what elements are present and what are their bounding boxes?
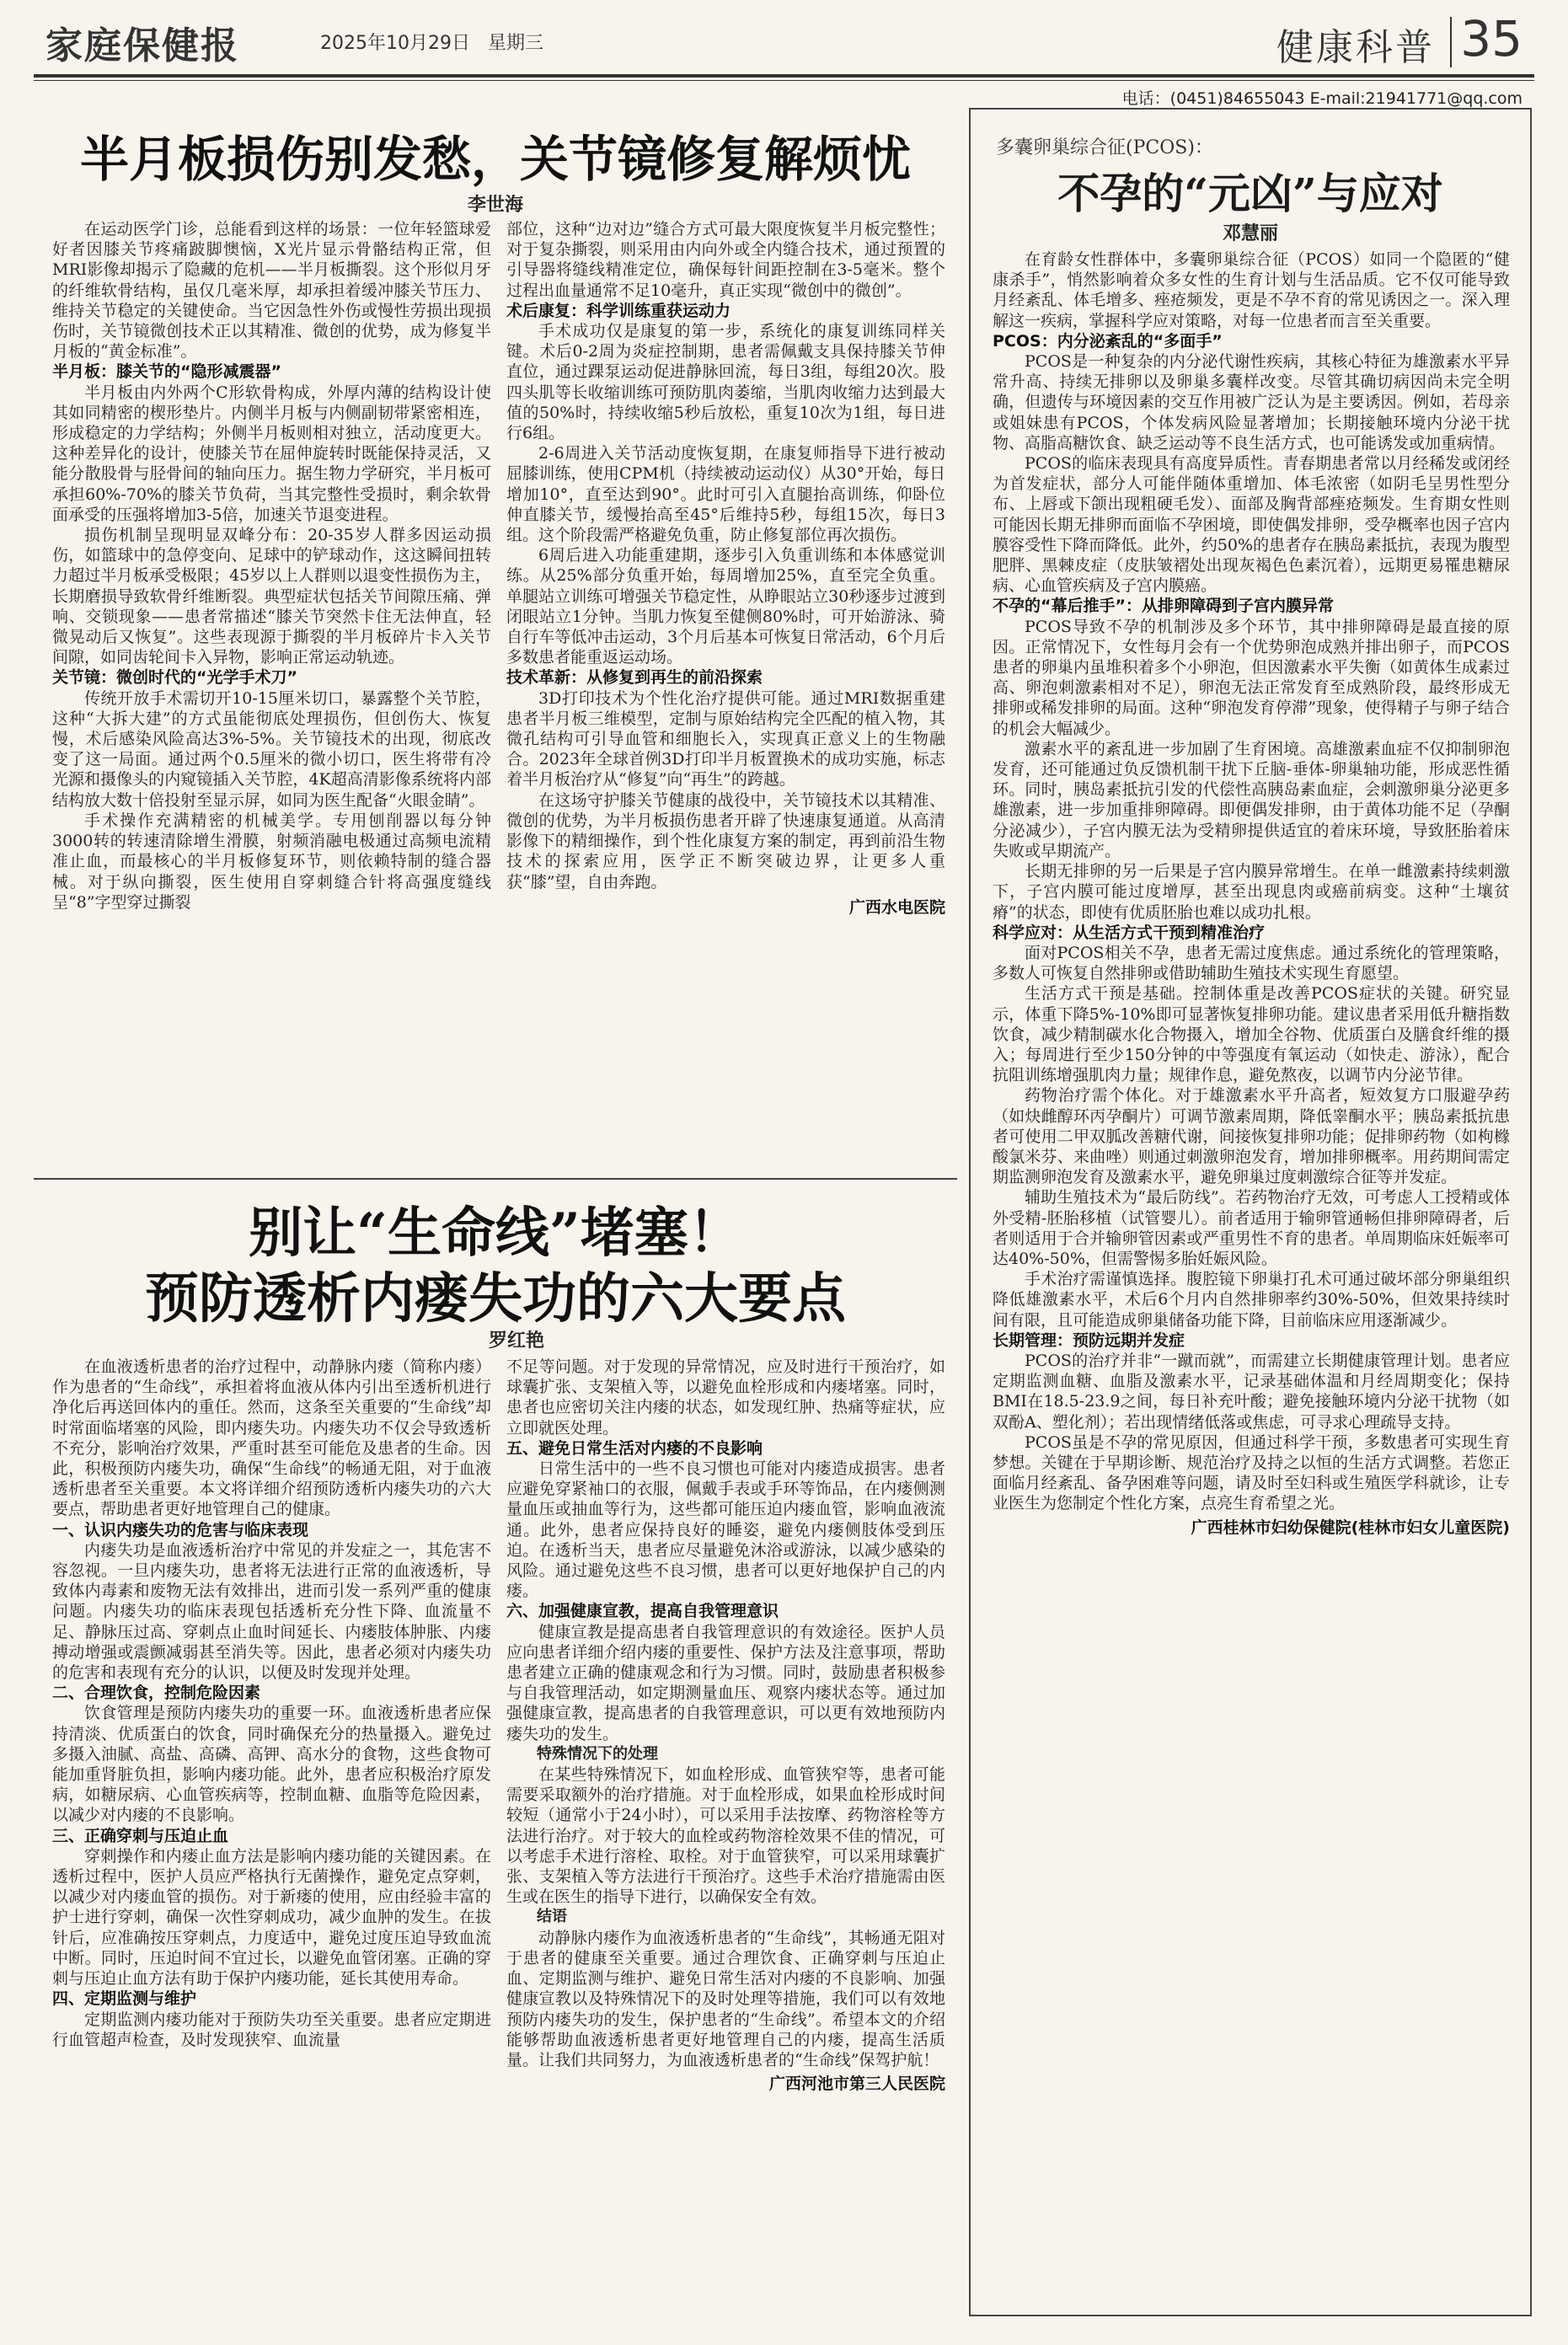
article-title-line2: 预防透析内瘘失功的六大要点 [145, 1267, 846, 1330]
article-column [52, 219, 491, 1168]
body-paragraph: 2-6周进入关节活动度恢复期，在康复师指导下进行被动屈膝训练，使用CPM机（持续被动运动仪）从30°开始，每日增加10°，直至达到90°。此时可引入直腿抬高训练，仰卧位伸直膝关节，缓慢抬高至45°后维持5秒，每组15次，每日3组。这个阶段需严格避免负重，防止修复部位再次损伤。 [506, 444, 945, 545]
body-paragraph: 手术操作充满精密的机械美学。专用刨削器以每分钟3000转的转速清除增生滑膜，射频消融电极通过高频电流精准止血，而最核心的半月板修复环节，则依赖特制的缝合器械。对于纵向撕裂，医生使用自穿刺缝合针将高强度缝线呈“8”字型穿过撕裂 [52, 811, 491, 912]
body-paragraph: 损伤机制呈现明显双峰分布：20-35岁人群多因运动损伤，如篮球中的急停变向、足球中的铲球动作，这这瞬间扭转力超过半月板承受极限；45岁以上人群则以退变性损伤为主，长期磨损导致软骨纤维断裂。典型症状包括关节间隙压痛、弹响、交锁现象——患者常描述“膝关节突然卡住无法伸直，轻微晃动后又恢复”。这些表现源于撕裂的半月板碎片卡入关节间隙，如同齿轮间卡入异物，影响正常运动轨迹。 [52, 526, 491, 667]
body-paragraph: 日常生活中的一些不良习惯也可能对内瘘造成损害。患者应避免穿紧袖口的衣服，佩戴手表或手环等饰品，在内瘘侧测量血压或抽血等行为，这些都可能压迫内瘘血管，影响血液流通。此外，患者应保持良好的睡姿，避免内瘘侧肢体受到压迫。在透析当天，患者应尽量避免沐浴或游泳，以减少感染的风险。通过避免这些不良习惯，患者可以更好地保护自己的内瘘。 [506, 1459, 945, 1601]
body-paragraph: 穿刺操作和内瘘止血方法是影响内瘘功能的关键因素。在透析过程中，医护人员应严格执行无菌操作，避免定点穿刺，以减少对内瘘血管的损伤。对于新瘘的使用，应由经验丰富的护士进行穿刺，确保一次性穿刺成功，减少血肿的发生。在拔针后，应准确按压穿刺点，力度适中，避免过度压迫导致血流中断。同时，压迫时间不宜过长，以避免血管闭塞。正确的穿刺与压迫止血方法有助于保护内瘘功能，延长其使用寿命。 [52, 1846, 491, 1989]
paper-name: 家庭保健报 [45, 24, 239, 67]
weekday-text: 星期三 [487, 33, 543, 54]
article-kicker: 多囊卵巢综合征(PCOS)： [996, 137, 1213, 158]
section-heading: 三、正确穿刺与压迫止血 [52, 1826, 229, 1845]
body-paragraph: 在运动医学门诊，总能看到这样的场景：一位年轻篮球爱好者因膝关节疼痛跛脚懊恼，X光片显示骨骼结构正常，但MRI影像却揭示了隐藏的危机——半月板撕裂。这个形似月牙的纤维软骨结构，虽仅几毫米厚，却承担着缓冲膝关节压力、维持关节稳定的关键使命。当它因急性外伤或慢性劳损出现损伤时，关节镜微创技术正以其精准、微创的优势，成为修复半月板的“黄金标准”。 [52, 220, 491, 361]
article-column [506, 1357, 945, 2313]
issue-date [320, 29, 555, 55]
section-heading: 半月板：膝关节的“隐形减震器” [52, 362, 281, 382]
body-paragraph: 传统开放手术需切开10-15厘米切口，暴露整个关节腔，这种“大拆大建”的方式虽能彻底处理损伤，但创伤大、恢复慢，术后感染风险高达3%-5%。关节镜技术的出现，彻底改变了这一局面。通过两个0.5厘米的微小切口，医生将带有冷光源和摄像头的内窥镜插入关节腔，4K超高清影像系统将内部结构放大数十倍投射至显示屏，如同为医生配备“火眼金睛”。 [52, 688, 491, 810]
article-source: 广西桂林市妇幼保健院(桂林市妇女儿童医院) [1191, 1518, 1510, 1537]
body-paragraph: 在某些特殊情况下，如血栓形成、血管狭窄等，患者可能需要采取额外的治疗措施。对于血栓形成，如果血栓形成时间较短（通常小于24小时），可以采用手法按摩、药物溶栓等方法进行治疗。对于较大的血栓或药物溶栓效果不佳的情况，可以考虑手术进行溶栓、取栓。对于血管狭窄，可以采用球囊扩张、支架植入等方法进行干预治疗。这些手术治疗措施需由医生或在医生的指导下进行，以确保安全有效。 [506, 1765, 945, 1907]
article-body [52, 1357, 945, 2313]
section-heading: 一、认识内瘘失功的危害与临床表现 [52, 1520, 309, 1539]
article-author: 罗红艳 [489, 1330, 545, 1352]
section-heading: PCOS：内分泌紊乱的“多面手” [993, 331, 1223, 351]
body-paragraph: 在育龄女性群体中，多囊卵巢综合征（PCOS）如同一个隐匿的“健康杀手”，悄然影响着众多女性的生育计划与生活品质。它不仅可能导致月经紊乱、体毛增多、痤疮频发，更是不孕不育的常见诱因之一。深入理解这一疾病，掌握科学应对策略，对每一位患者而言至关重要。 [993, 250, 1510, 330]
section-heading: 不孕的“幕后推手”：从排卵障碍到子宫内膜异常 [993, 597, 1334, 616]
body-paragraph: 健康宣教是提高患者自我管理意识的有效途径。医护人员应向患者详细介绍内瘘的重要性、保护方法及注意事项，帮助患者建立正确的健康观念和行为习惯。同时，鼓励患者积极参与自我管理活动，如定期测量血压、观察内瘘状态等。通过加强健康宣教，提高患者的自我管理意识，可以更有效地预防内瘘失功的发生。 [506, 1622, 945, 1743]
article-column [506, 219, 945, 1168]
section-heading: 四、定期监测与维护 [52, 1989, 197, 2009]
article-body [52, 219, 945, 1168]
date-text: 2025年10月29日 [320, 33, 470, 54]
section-heading: 五、避免日常生活对内瘘的不良影响 [506, 1438, 763, 1458]
body-paragraph: 动静脉内瘘作为血液透析患者的“生命线”，其畅通无阻对于患者的健康至关重要。通过合理饮食、正确穿刺与压迫止血、定期监测与维护、避免日常生活对内瘘的不良影响、加强健康宣教以及特殊情况下的及时处理等措施，我们可以有效地预防内瘘失功的发生，保护患者的“生命线”。希望本文的介绍能够帮助血液透析患者更好地管理自己的内瘘，提高生活质量。让我们共同努力，为血液透析患者的“生命线”保驾护航！ [506, 1928, 945, 2069]
body-paragraph: 内瘘失功是血液透析治疗中常见的并发症之一，其危害不容忽视。一旦内瘘失功，患者将无法进行正常的血液透析，导致体内毒素和废物无法有效排出，进而引发一系列严重的健康问题。内瘘失功的临床表现包括透析充分性下降、血流量不足、静脉压过高、穿刺点止血时间延长、内瘘肢体肿胀、内瘘搏动增强或震颤减弱甚至消失等。因此，患者必须对内瘘失功的危害和表现有充分的认识，以便及时发现并处理。 [52, 1540, 491, 1683]
section-heading: 科学应对：从生活方式干预到精准治疗 [993, 923, 1266, 942]
article-meniscus [34, 108, 957, 1175]
section-title: 健康科普 [1276, 26, 1435, 69]
article-body [993, 249, 1510, 2303]
section-heading: 术后康复：科学训练重获运动力 [506, 301, 731, 320]
article-separator [34, 1178, 957, 1180]
body-paragraph: 激素水平的紊乱进一步加剧了生育困境。高雄激素血症不仅抑制卵泡发育，还可能通过负反馈机制干扰下丘脑-垂体-卵巢轴功能，形成恶性循环。同时，胰岛素抵抗引发的代偿性高胰岛素血症，会刺激卵巢分泌更多雄激素，进一步加重排卵障碍。即便偶发排卵，由于黄体功能不足（孕酮分泌减少），子宫内膜无法为受精卵提供适宜的着床环境，导致胚胎着床失败或早期流产。 [993, 739, 1510, 860]
body-paragraph: 饮食管理是预防内瘘失功的重要一环。血液透析患者应保持清淡、优质蛋白的饮食，同时确保充分的热量摄入。避免过多摄入油腻、高盐、高磷、高钾、高水分的食物，这些食物可能加重肾脏负担，影响内瘘功能。此外，患者应积极治疗原发病，如糖尿病、心血管疾病等，控制血糖、血脂等危险因素，以减少对内瘘的不良影响。 [52, 1704, 491, 1825]
sub-heading: 特殊情况下的处理 [537, 1744, 658, 1763]
body-paragraph: 定期监测内瘘功能对于预防失功至关重要。患者应定期进行血管超声检查，及时发现狭窄、血流量 [52, 2010, 491, 2049]
body-paragraph: 手术成功仅是康复的第一步，系统化的康复训练同样关键。术后0-2周为炎症控制期，患者需佩戴支具保持膝关节伸直位，通过踝泵运动促进静脉回流，每日3组，每组20次。股四头肌等长收缩训练可预防肌肉萎缩，当肌肉收缩力达到最大值的50%时，持续收缩5秒后放松，重复10次为1组，每日进行6组。 [506, 322, 945, 443]
body-paragraph: 生活方式干预是基础。控制体重是改善PCOS症状的关键。研究显示，体重下降5%-10%即可显著恢复排卵功能。建议患者采用低升糖指数饮食，减少精制碳水化合物摄入，增加全谷物、优质蛋白及膳食纤维的摄入；每周进行至少150分钟的中等强度有氧运动（如快走、游泳），配合抗阻训练增强肌肉力量；规律作息，避免熬夜，以调节内分泌节律。 [993, 984, 1510, 1085]
article-title-line1: 别让“生命线”堵塞！ [249, 1202, 742, 1265]
body-paragraph: 在这场守护膝关节健康的战役中，关节镜技术以其精准、微创的优势，为半月板损伤患者开辟了快速康复通道。从高清影像下的精细操作，到个性化康复方案的制定，再到前沿生物技术的探索应用，医学正不断突破边界，让更多人重获“膝”望，自由奔跑。 [506, 790, 945, 891]
article-column [52, 1357, 491, 2313]
article-title: 不孕的“元凶”与应对 [1057, 169, 1443, 218]
body-paragraph: PCOS虽是不孕的常见原因，但通过科学干预，多数患者可实现生育梦想。关键在于早期诊断、规范治疗及持之以恒的生活方式调整。若您正面临月经紊乱、备孕困难等问题，请及时至妇科或生殖医学科就诊，让专业医生为您制定个性化方案，点亮生育希望之光。 [993, 1432, 1510, 1513]
body-paragraph: 3D打印技术为个性化治疗提供可能。通过MRI数据重建患者半月板三维模型，定制与原始结构完全匹配的植入物，其微孔结构可引导血管和细胞长入，实现真正意义上的生物融合。2023年全球首例3D打印半月板置换术的成功实施，标志着半月板治疗从“修复”向“再生”的跨越。 [506, 688, 945, 790]
body-paragraph: 6周后进入功能重建期，逐步引入负重训练和本体感觉训练。从25%部分负重开始，每周增加25%，直至完全负重。单腿站立训练可增强关节稳定性，从睁眼站立30秒逐步过渡到闭眼站立1分钟。当肌力恢复至健侧80%时，可开始游泳、骑自行车等低冲击运动，3个月后基本可恢复日常活动，6个月后多数患者能重返运动场。 [506, 546, 945, 667]
article-source: 广西水电医院 [848, 897, 945, 917]
section-heading: 六、加强健康宣教，提高自我管理意识 [506, 1602, 779, 1621]
article-author: 李世海 [467, 194, 523, 216]
article-author: 邓慧丽 [1222, 222, 1278, 244]
body-paragraph: 长期无排卵的另一后果是子宫内膜异常增生。在单一雌激素持续刺激下，子宫内膜可能过度增厚，甚至出现息肉或癌前病变。这种“土壤贫瘠”的状态，即使有优质胚胎也难以成功扎根。 [993, 862, 1510, 922]
body-paragraph: PCOS是一种复杂的内分泌代谢性疾病，其核心特征为雄激素水平异常升高、持续无排卵以及卵巢多囊样改变。尽管其确切病因尚未完全明确，但遗传与环境因素的交互作用被广泛认为是主要诱因。例如，若母亲或姐妹患有PCOS，个体发病风险显著增加；长期接触环境内分泌干扰物、高脂高糖饮食、缺乏运动等不良生活方式，也可能诱发或加重病情。 [993, 352, 1510, 452]
article-title: 半月板损伤别发愁，关节镜修复解烦忧 [79, 131, 911, 188]
body-paragraph: PCOS的临床表现具有高度异质性。青春期患者常以月经稀发或闭经为首发症状，部分人可能伴随体重增加、体毛浓密（如阴毛呈男性型分布、上唇或下颌出现粗硬毛发）、面部及胸背部痤疮频发。生育期女性则可能因长期无排卵而面临不孕困境，即使偶发排卵，受孕概率也因子宫内膜容受性下降而降低。此外，约50%的患者存在胰岛素抵抗，表现为腹型肥胖、黑棘皮症（皮肤皱褶处出现灰褐色色素沉着），远期更易罹患糖尿病、心血管疾病及子宫内膜癌。 [993, 454, 1510, 596]
body-paragraph: 辅助生殖技术为“最后防线”。若药物治疗无效，可考虑人工授精或体外受精-胚胎移植（试管婴儿）。前者适用于输卵管通畅但排卵障碍者，后者则适用于合并输卵管因素或严重男性不育的患者。单周期临床妊娠率可达40%-50%，但需警惕多胎妊娠风险。 [993, 1188, 1510, 1268]
masthead-rule-thin [34, 80, 1534, 81]
masthead-divider [1450, 17, 1452, 67]
article-source: 广西河池市第三人民医院 [768, 2075, 945, 2094]
body-paragraph: PCOS导致不孕的机制涉及多个环节，其中排卵障碍是最直接的原因。正常情况下，女性每月会有一个优势卵泡成熟并排出卵子，而PCOS患者的卵巢内虽堆积着多个小卵泡，但因激素水平失衡（如黄体生成素过高、卵泡刺激素相对不足），卵泡无法正常发育至成熟阶段，最终形成无排卵或稀发排卵的局面。这种“卵泡发育停滞”现象，使得精子与卵子结合的机会大幅减少。 [993, 617, 1510, 738]
body-paragraph: 面对PCOS相关不孕，患者无需过度焦虑。通过系统化的管理策略，多数人可恢复自然排卵或借助辅助生殖技术实现生育愿望。 [993, 943, 1510, 983]
article-dialysis [34, 1183, 957, 2316]
contact-info: 电话：(0451)84655043 E-mail:21941771@qq.com [1121, 89, 1523, 108]
section-heading: 关节镜：微创时代的“光学手术刀” [52, 668, 297, 688]
section-heading: 长期管理：预防远期并发症 [993, 1330, 1185, 1350]
article-pcos-box [969, 108, 1532, 2316]
sub-heading: 结语 [537, 1908, 567, 1926]
article-column [993, 249, 1510, 2303]
body-paragraph: PCOS的治疗并非“一蹴而就”，而需建立长期健康管理计划。患者应定期监测血糖、血脂及激素水平，记录基础体温和月经周期变化；保持BMI在18.5-23.9之间，每日补充叶酸；避免接触环境内分泌干扰物（如双酚A、塑化剂）；若出现情绪低落或焦虑，可寻求心理疏导支持。 [993, 1351, 1510, 1432]
body-paragraph: 手术治疗需谨慎选择。腹腔镜下卵巢打孔术可通过破坏部分卵巢组织降低雄激素水平，术后6个月内自然排卵率约30%-50%，但效果持续时间有限，且可能造成卵巢储备功能下降，目前临床应用逐渐减少。 [993, 1270, 1510, 1330]
section-heading: 二、合理饮食，控制危险因素 [52, 1684, 261, 1703]
body-paragraph: 半月板由内外两个C形软骨构成，外厚内薄的结构设计使其如同精密的楔形垫片。内侧半月板与内侧副韧带紧密相连，形成稳定的力学结构；外侧半月板则相对独立，活动度更大。这种差异化的设计，使膝关节在屈伸旋转时既能保持灵活，又能分散股骨与胫骨间的轴向压力。据生物力学研究，半月板可承担60%-70%的膝关节负荷，当其完整性受损时，剩余软骨面承受的压强将增加3-5倍，加速关节退变进程。 [52, 383, 491, 524]
masthead-rule-thick [34, 74, 1534, 78]
body-paragraph: 不足等问题。对于发现的异常情况，应及时进行干预治疗，如球囊扩张、支架植入等，以避免血栓形成和内瘘堵塞。同时，患者也应密切关注内瘘的状态，如发现红肿、热痛等症状，应立即就医处理。 [506, 1357, 945, 1438]
body-paragraph: 在血液透析患者的治疗过程中，动静脉内瘘（简称内瘘）作为患者的“生命线”，承担着将血液从体内引出至透析机进行净化后再送回体内的重任。然而，这条至关重要的“生命线”却时常面临堵塞的风险，即内瘘失功。内瘘失功不仅会导致透析不充分，影响治疗效果，严重时甚至可能危及患者的生命。因此，积极预防内瘘失功，确保“生命线”的畅通无阻，对于血液透析患者至关重要。本文将详细介绍预防透析内瘘失功的六大要点，帮助患者更好地管理自己的健康。 [52, 1357, 491, 1519]
page-number: 35 [1460, 10, 1523, 67]
body-paragraph: 部位，这种“边对边”缝合方式可最大限度恢复半月板完整性；对于复杂撕裂，则采用由内向外或全内缝合技术，通过预置的引导器将缝线精准定位，确保每针间距控制在3-5毫米。整个过程出血量通常不足10毫升，真正实现“微创中的微创”。 [506, 220, 945, 300]
masthead [34, 7, 1534, 76]
body-paragraph: 药物治疗需个体化。对于雄激素水平升高者，短效复方口服避孕药（如炔雌醇环丙孕酮片）可调节激素周期，降低睾酮水平；胰岛素抵抗患者可使用二甲双胍改善糖代谢，间接恢复排卵功能；促排卵药物（如枸橼酸氯米芬、来曲唑）则通过刺激卵泡发育，增加排卵概率。用药期间需定期监测卵泡发育及激素水平，避免卵巢过度刺激综合征等并发症。 [993, 1086, 1510, 1187]
section-heading: 技术革新：从修复到再生的前沿探索 [506, 668, 763, 688]
